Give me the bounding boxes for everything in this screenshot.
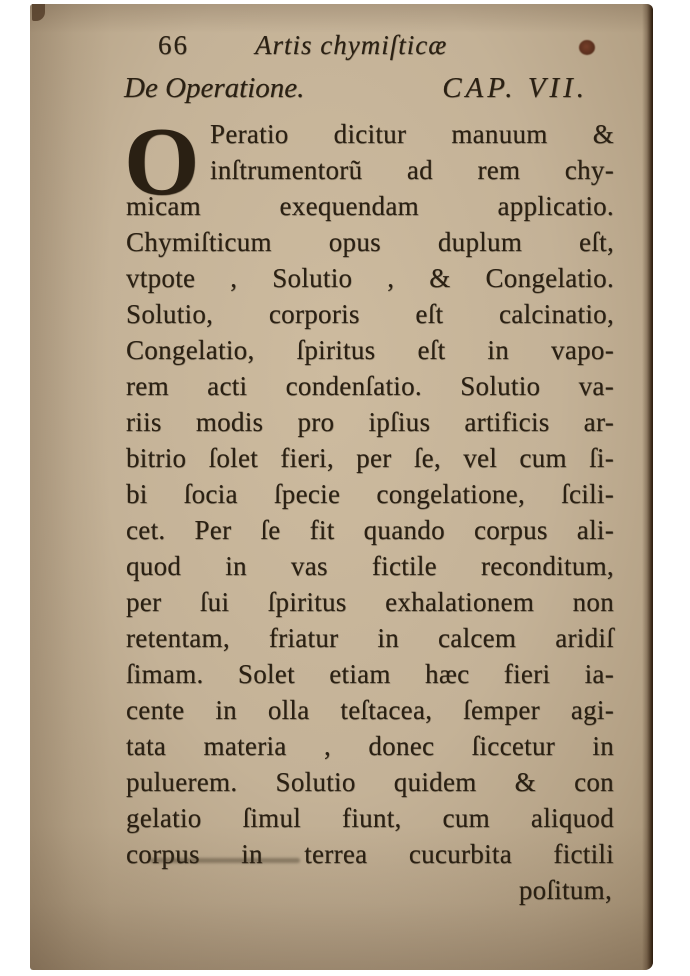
running-title: Artis chymiſticæ [255,30,448,60]
text-line: Congelatio, ſpiritus eſt in vapo- [126,335,614,365]
ink-blot-stain [579,40,595,55]
text-line: puluerem. Solutio quidem & con [126,767,614,797]
page-number: 66 [158,30,189,60]
running-header [126,30,612,61]
text-line: inſtrumentorũ ad rem chy- [210,155,614,185]
text-line: corpus in terrea cucurbita fictili [126,839,614,869]
paragraph [124,108,614,908]
book-page-paper [30,4,653,970]
text-line: Peratio dicitur manuum & [210,119,614,149]
text-line: cet. Per ſe fit quando corpus ali- [126,515,614,545]
faint-smudge [150,858,300,863]
drop-cap-letter: O [124,108,200,215]
text-line: bitrio ſolet fieri, per ſe, vel cum ſi- [126,443,614,473]
text-line: micam exequendam applicatio. [126,191,614,221]
text-line: rem acti condenſatio. Solutio va- [126,371,614,401]
catchword: poſitum, [518,875,612,905]
chapter-number: CAP. VII. [442,72,588,104]
chapter-heading-row [124,72,610,105]
text-line: gelatio ſimul fiunt, cum aliquod [126,803,614,833]
text-line: ſimam. Solet etiam hæc fieri ia- [126,659,614,689]
text-line: Chymiſticum opus duplum eſt, [126,227,614,257]
text-line: quod in vas fictile reconditum, [126,551,614,581]
gutter-corner-shadow [32,4,45,21]
text-line: cente in olla teſtacea, ſemper agi- [126,695,614,725]
text-line: riis modis pro ipſius artificis ar- [126,407,614,437]
text-line: tata materia , donec ſiccetur in [126,731,614,761]
text-line: per ſui ſpiritus exhalationem non [126,587,614,617]
text-line: retentam, friatur in calcem aridiſ [126,623,614,653]
section-heading: De Operatione. [124,72,305,104]
text-line: Solutio, corporis eſt calcinatio, [126,299,614,329]
text-line: vtpote , Solutio , & Congelatio. [126,263,614,293]
text-line: bi ſocia ſpecie congelatione, ſcili- [126,479,614,509]
